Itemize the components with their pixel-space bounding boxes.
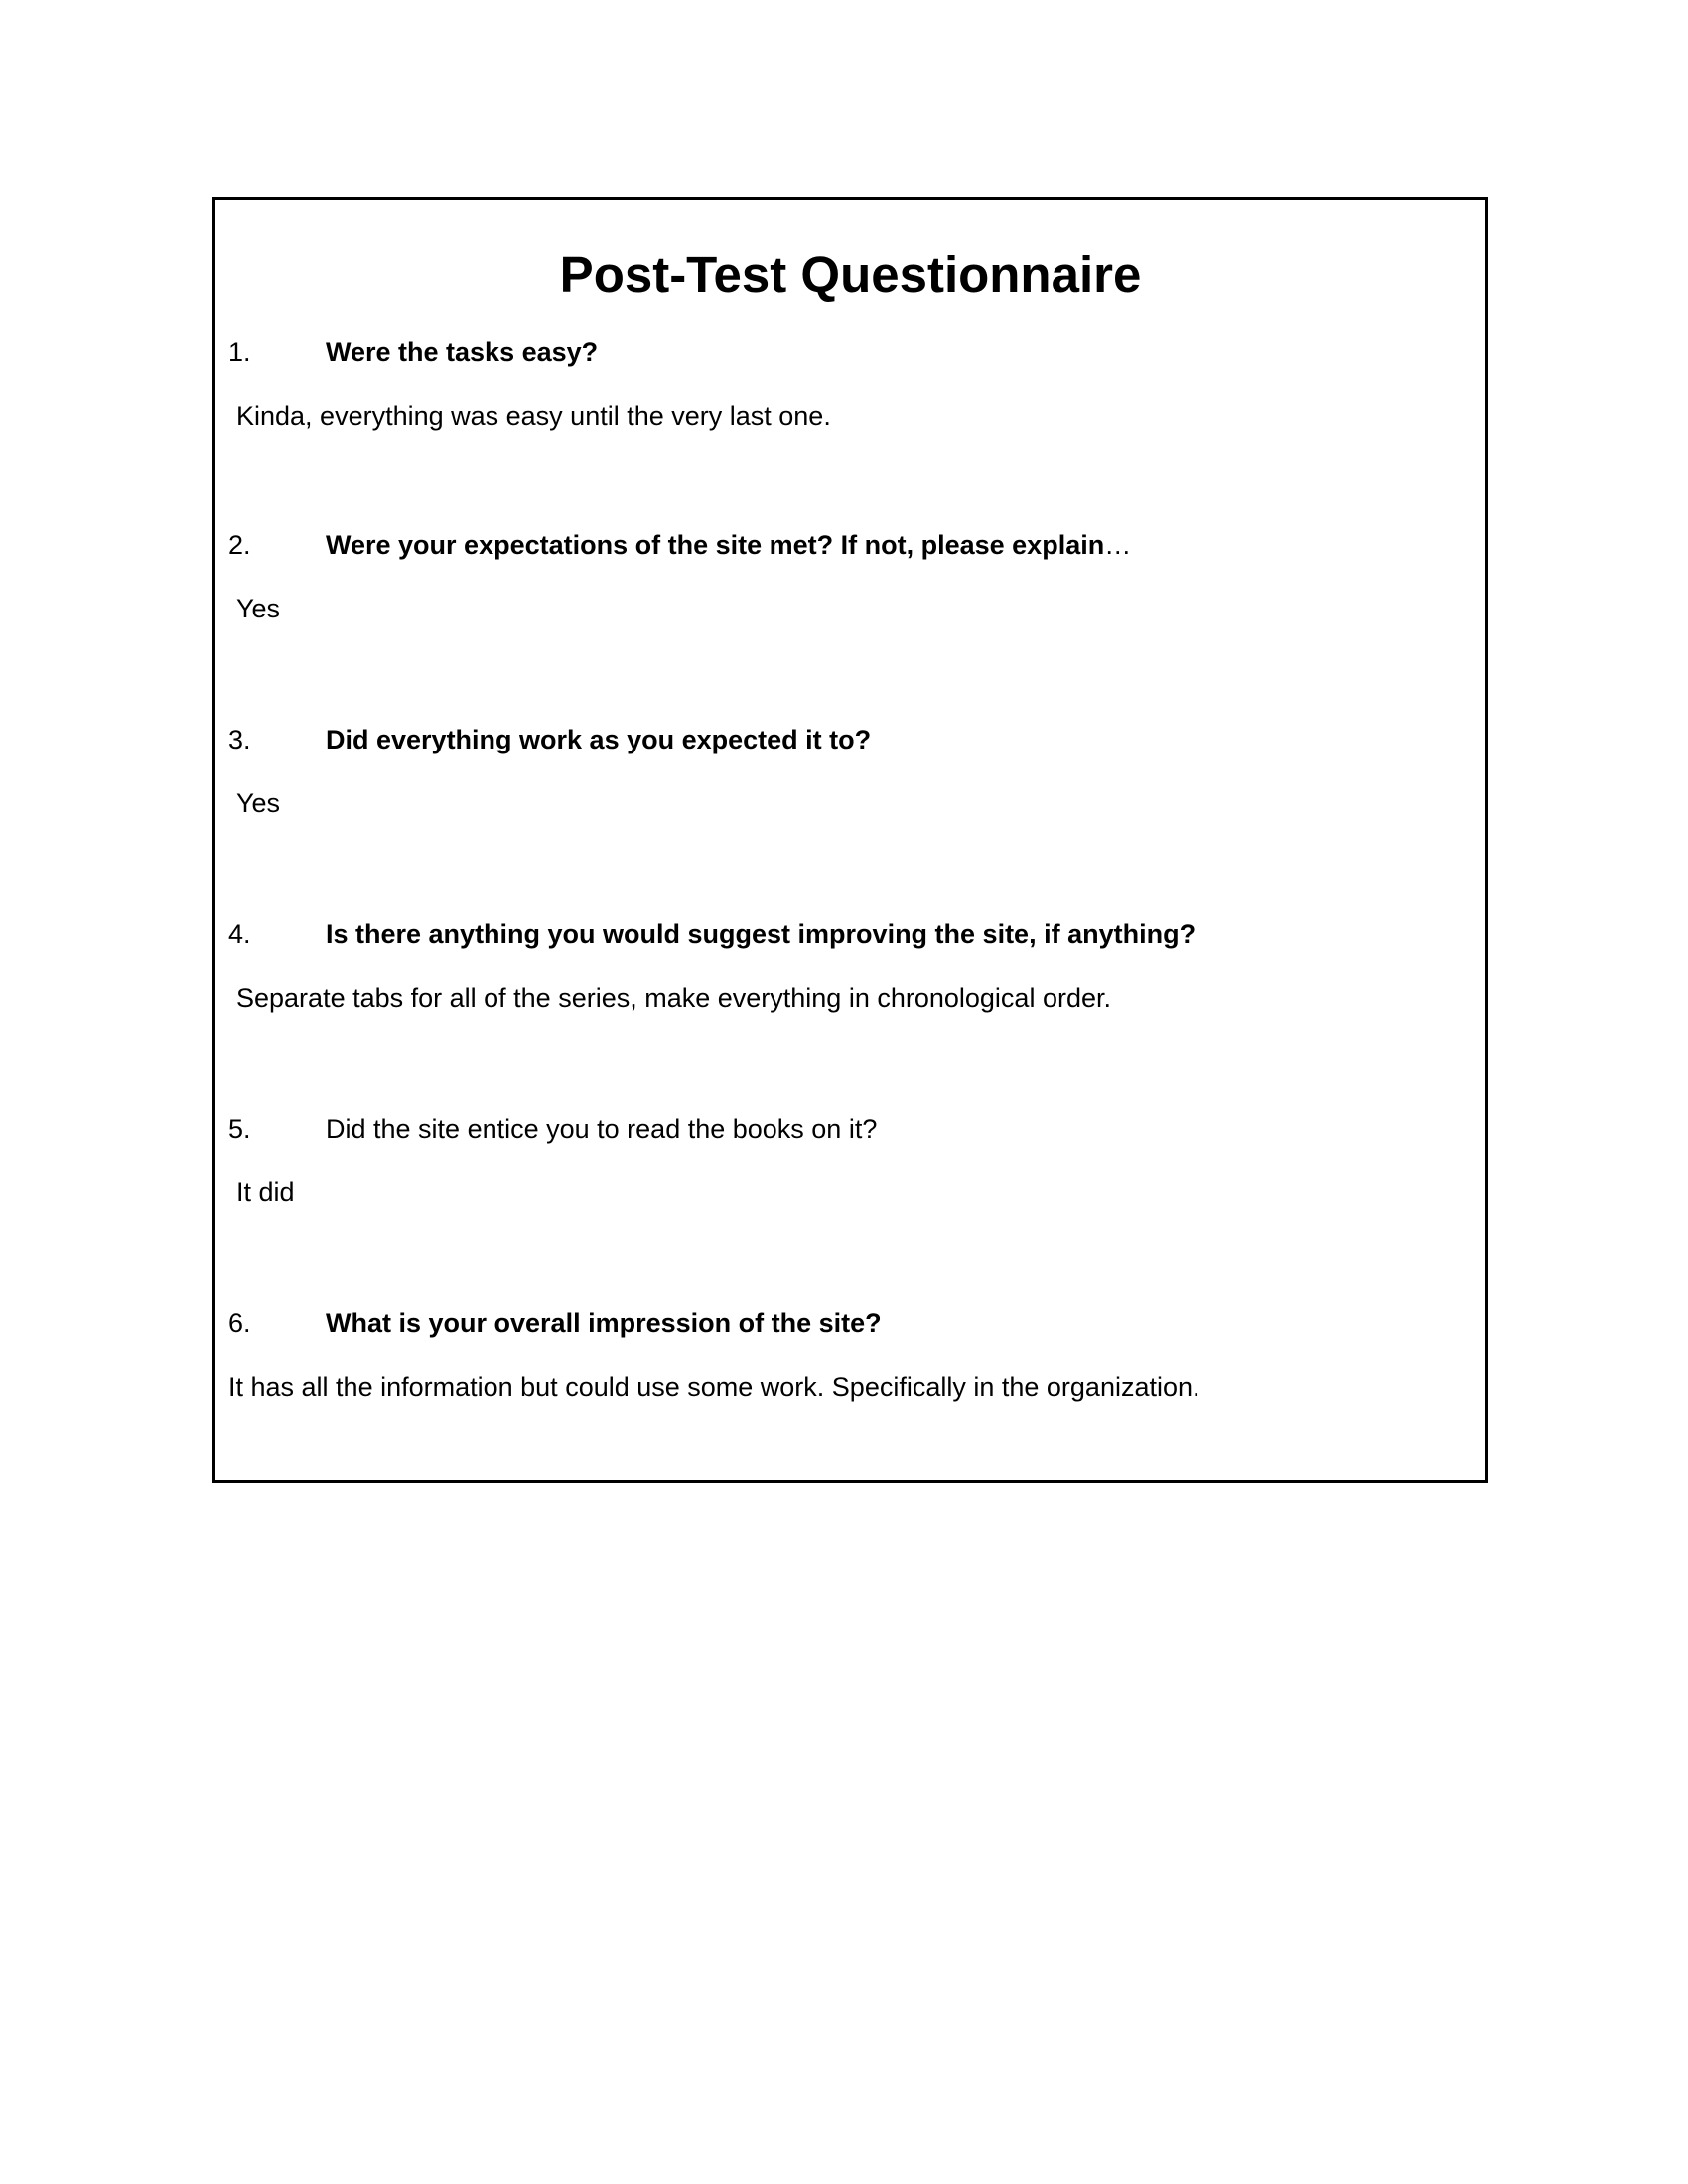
question-text: Were the tasks easy? (326, 338, 599, 367)
answer-6: It has all the information but could use some work. Specifically in the organization. (228, 1372, 1200, 1402)
question-number: 1. (228, 338, 251, 367)
question-number: 3. (228, 725, 251, 754)
question-number: 5. (228, 1114, 251, 1144)
question-text: Did the site entice you to read the books on it? (326, 1114, 878, 1144)
question-number: 2. (228, 530, 251, 560)
answer-1: Kinda, everything was easy until the very last one. (236, 401, 831, 431)
answer-5: It did (236, 1177, 295, 1207)
questionnaire-box (212, 197, 1488, 1483)
answer-4: Separate tabs for all of the series, make everything in chronological order. (236, 983, 1111, 1013)
page-title: Post-Test Questionnaire (559, 246, 1142, 303)
answer-3: Yes (236, 788, 281, 818)
question-number: 4. (228, 919, 251, 949)
question-number: 6. (228, 1308, 251, 1338)
question-text: Were your expectations of the site met? If not, please explain… (326, 530, 1132, 560)
question-text: Did everything work as you expected it to? (326, 725, 872, 754)
question-text: What is your overall impression of the site? (326, 1308, 882, 1338)
question-text: Is there anything you would suggest improving the site, if anything? (326, 919, 1196, 949)
answer-2: Yes (236, 594, 281, 623)
